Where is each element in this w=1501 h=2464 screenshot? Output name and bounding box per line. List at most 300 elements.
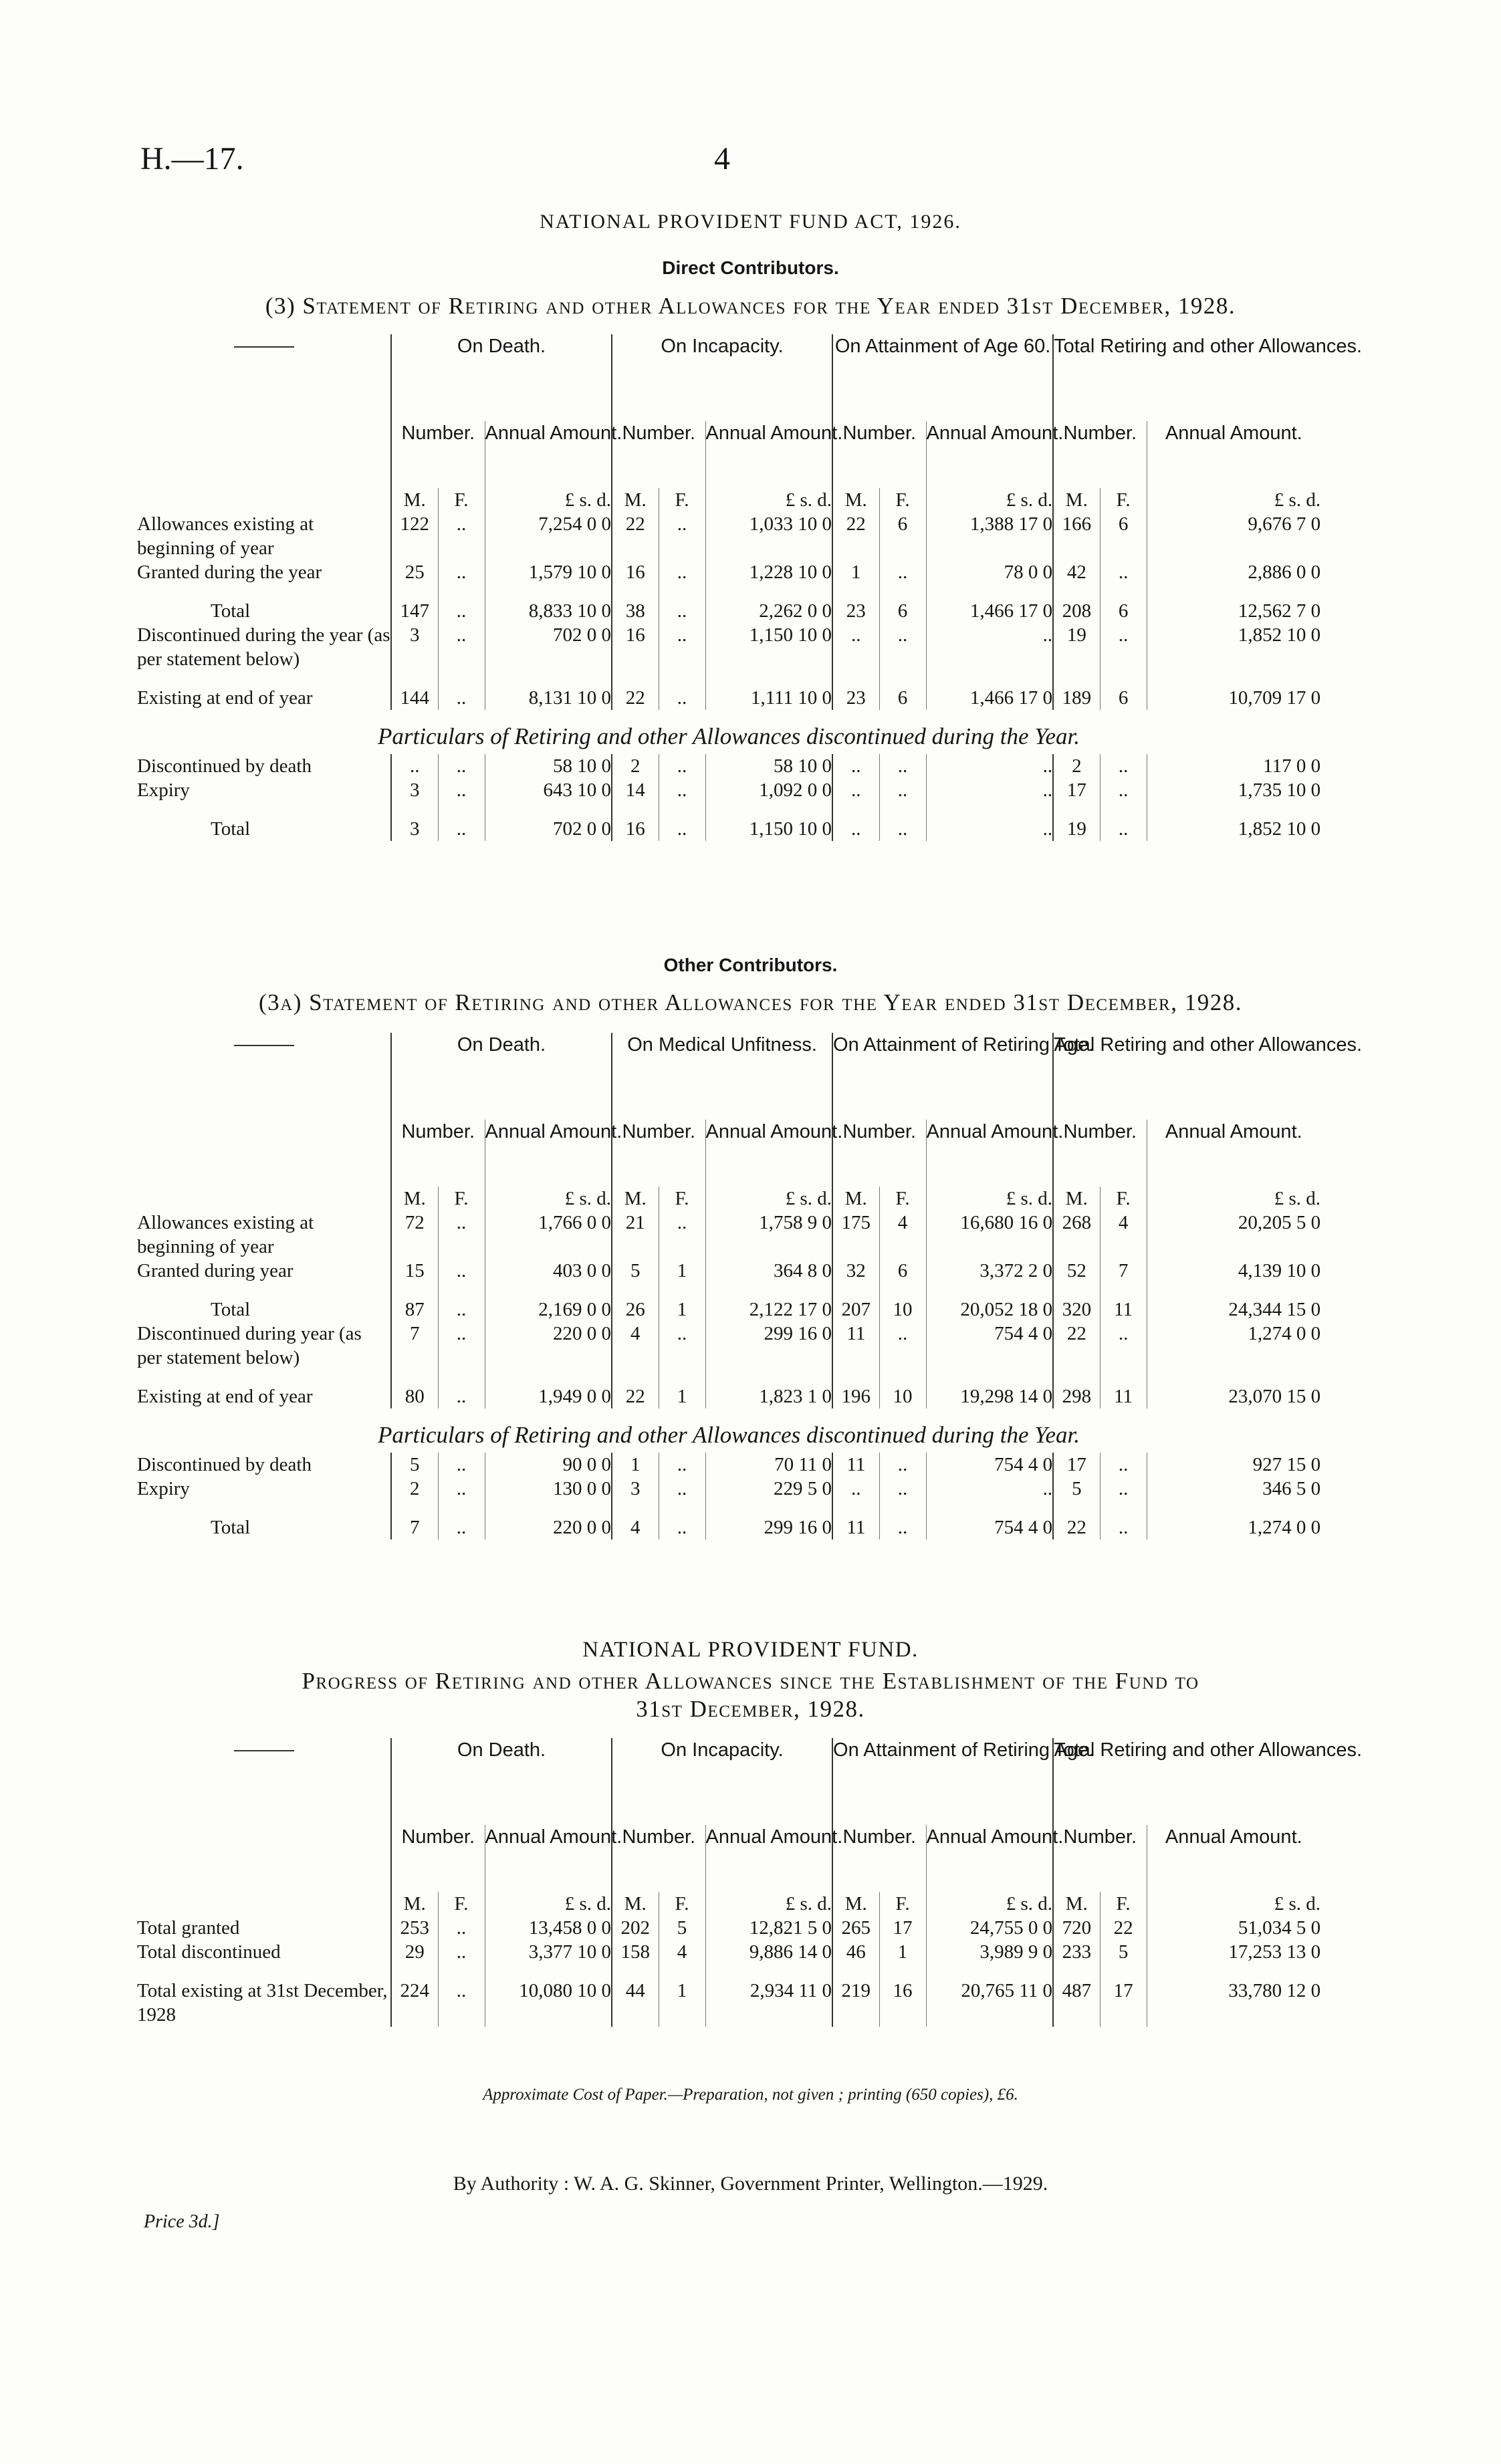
dash-rule — [234, 1045, 294, 1046]
document-reference: H.—17. — [140, 141, 244, 176]
table-cell: 2,934 11 0 — [705, 1979, 832, 2027]
table-cell: 1 — [659, 1298, 705, 1322]
spacer-cell — [705, 1964, 832, 1979]
spacer-cell — [612, 584, 659, 599]
table-cell: 7 — [391, 1515, 438, 1539]
lsd-header: £ s. d. — [705, 488, 832, 512]
number-header: Number. — [612, 421, 705, 488]
table-row — [137, 686, 1320, 710]
table-cell: 320 — [1053, 1298, 1100, 1322]
spacer-cell — [879, 671, 926, 686]
table-cell: 22 — [832, 512, 879, 560]
table-cell: .. — [438, 1211, 485, 1259]
table-cell: 4 — [879, 1211, 926, 1259]
table-cell: 265 — [832, 1916, 879, 1940]
table-cell: 16 — [612, 623, 659, 671]
table-cell: 2,169 0 0 — [485, 1298, 612, 1322]
table-cell: 87 — [391, 1298, 438, 1322]
table-cell: 1,823 1 0 — [705, 1384, 832, 1408]
table-cell: 229 5 0 — [705, 1477, 832, 1501]
s1-sub-header-row — [137, 421, 1320, 488]
spacer-cell — [659, 1283, 705, 1298]
s1-corner2 — [137, 421, 391, 488]
number-header: Number. — [391, 1825, 485, 1892]
table-cell: 1,758 9 0 — [705, 1211, 832, 1259]
spacer-cell — [485, 1964, 612, 1979]
table-cell: 17 — [1053, 778, 1100, 802]
row-label: Discontinued by death — [137, 755, 312, 777]
spacer-cell — [438, 1283, 485, 1298]
spacer-row — [137, 584, 1320, 599]
s1-mf-row — [137, 488, 1320, 512]
spacer-cell — [879, 1501, 926, 1515]
spacer-cell — [1053, 802, 1100, 817]
spacer-cell — [137, 1370, 391, 1384]
table-cell: 7 — [391, 1322, 438, 1370]
blank — [137, 488, 391, 512]
authority-line: By Authority : W. A. G. Skinner, Government Printer, Wellington.—1929. — [453, 2173, 1048, 2195]
table-cell: 13,458 0 0 — [485, 1916, 612, 1940]
table-cell: 5 — [659, 1916, 705, 1940]
table-cell: .. — [879, 1515, 926, 1539]
table-cell: 5 — [1053, 1477, 1100, 1501]
table-cell: .. — [659, 599, 705, 623]
spacer-row — [137, 671, 1320, 686]
lsd-header: £ s. d. — [485, 488, 612, 512]
table-cell: 220 0 0 — [485, 1515, 612, 1539]
table-cell: .. — [438, 1916, 485, 1940]
table-cell: 16 — [879, 1979, 926, 2027]
table-cell: 720 — [1053, 1916, 1100, 1940]
table-cell: 58 10 0 — [485, 754, 612, 778]
spacer-cell — [705, 584, 832, 599]
row-label: Total granted — [137, 1917, 240, 1939]
table-row — [137, 1259, 1320, 1283]
s1-group-on_incapacity: On Incapacity. — [612, 334, 832, 421]
table-cell: 3,372 2 0 — [926, 1259, 1053, 1283]
spacer-cell — [879, 802, 926, 817]
spacer-cell — [1100, 802, 1147, 817]
row-label: Total — [211, 818, 251, 840]
spacer-cell — [832, 1964, 879, 1979]
table-row — [137, 1322, 1320, 1370]
table-cell: 1 — [659, 1384, 705, 1408]
table-cell: .. — [879, 778, 926, 802]
table-cell: 487 — [1053, 1979, 1100, 2027]
spacer-cell — [659, 1964, 705, 1979]
table-cell: 5 — [612, 1259, 659, 1283]
table-cell: .. — [438, 1940, 485, 1964]
number-header: Number. — [832, 421, 926, 488]
spacer-cell — [1053, 671, 1100, 686]
table-cell: .. — [1100, 1453, 1147, 1477]
table-row — [137, 1298, 1320, 1322]
spacer-row — [137, 1283, 1320, 1298]
dash-rule — [234, 1750, 294, 1751]
table-cell: 11 — [832, 1322, 879, 1370]
spacer-cell — [659, 1370, 705, 1384]
table-cell: 202 — [612, 1916, 659, 1940]
spacer-cell — [391, 1501, 438, 1515]
s3-sub-header-row — [137, 1825, 1320, 1892]
lsd-header: £ s. d. — [926, 1892, 1053, 1916]
table-cell: 12,821 5 0 — [705, 1916, 832, 1940]
table-cell: 927 15 0 — [1147, 1453, 1320, 1477]
table-cell: 1,274 0 0 — [1147, 1322, 1320, 1370]
table-cell: 1,274 0 0 — [1147, 1515, 1320, 1539]
spacer-cell — [832, 584, 879, 599]
s2-sub-header-row — [137, 1120, 1320, 1187]
spacer-cell — [612, 802, 659, 817]
table-cell: 4,139 10 0 — [1147, 1259, 1320, 1283]
spacer-cell — [705, 1501, 832, 1515]
table-cell: .. — [879, 754, 926, 778]
female-header: F. — [1100, 488, 1147, 512]
table-cell: 78 0 0 — [926, 560, 1053, 584]
table-cell: .. — [438, 754, 485, 778]
spacer-cell — [612, 671, 659, 686]
table-cell: 196 — [832, 1384, 879, 1408]
table-cell: .. — [438, 1477, 485, 1501]
table-cell: 19 — [1053, 817, 1100, 841]
row-label: Discontinued during year (as per statement below) — [137, 1323, 362, 1368]
table-row — [137, 1916, 1320, 1940]
table-cell: .. — [659, 1477, 705, 1501]
table-cell: 346 5 0 — [1147, 1477, 1320, 1501]
s2-group-on_medical: On Medical Unfitness. — [612, 1033, 832, 1120]
male-header: M. — [832, 1892, 879, 1916]
spacer-cell — [438, 584, 485, 599]
table-cell: 22 — [612, 1384, 659, 1408]
table-row — [137, 599, 1320, 623]
table-cell: .. — [438, 686, 485, 710]
table-cell: 268 — [1053, 1211, 1100, 1259]
table-cell: 11 — [1100, 1298, 1147, 1322]
annual-amount-header: Annual Amount. — [926, 1825, 1053, 1892]
s3-corner2 — [137, 1825, 391, 1892]
spacer-cell — [137, 1964, 391, 1979]
table-cell: 220 0 0 — [485, 1322, 612, 1370]
annual-amount-header: Annual Amount. — [1147, 1825, 1320, 1892]
table-cell: 22 — [612, 686, 659, 710]
table-cell: 52 — [1053, 1259, 1100, 1283]
spacer-cell — [137, 802, 391, 817]
table-cell: .. — [1100, 560, 1147, 584]
table-cell: .. — [659, 686, 705, 710]
spacer-cell — [612, 1370, 659, 1384]
table-cell: 117 0 0 — [1147, 754, 1320, 778]
s2-mf-row — [137, 1187, 1320, 1211]
lsd-header: £ s. d. — [926, 1187, 1053, 1211]
table-cell: 219 — [832, 1979, 879, 2027]
spacer-cell — [659, 1501, 705, 1515]
table-cell: 2 — [1053, 754, 1100, 778]
spacer-cell — [1147, 584, 1320, 599]
table-cell: 1,228 10 0 — [705, 560, 832, 584]
table-cell: .. — [659, 778, 705, 802]
table-cell: .. — [879, 1477, 926, 1501]
annual-amount-header: Annual Amount. — [705, 421, 832, 488]
table-cell: 38 — [612, 599, 659, 623]
table-cell: .. — [926, 754, 1053, 778]
particulars-title: Particulars of Retiring and other Allowances discontinued during the Year. — [378, 723, 1080, 749]
table-cell: .. — [438, 512, 485, 560]
spacer-cell — [1053, 1501, 1100, 1515]
table-cell: 2 — [391, 1477, 438, 1501]
s3-group-on_incapacity: On Incapacity. — [612, 1738, 832, 1825]
table-cell: 754 4 0 — [926, 1515, 1053, 1539]
spacer-cell — [391, 1964, 438, 1979]
spacer-cell — [137, 584, 391, 599]
table-cell: 26 — [612, 1298, 659, 1322]
table-cell: 15 — [391, 1259, 438, 1283]
table-cell: 1,150 10 0 — [705, 817, 832, 841]
table-cell: 6 — [1100, 599, 1147, 623]
table-cell: 22 — [1100, 1916, 1147, 1940]
page-number: 4 — [714, 141, 730, 176]
female-header: F. — [879, 1892, 926, 1916]
table-cell: 6 — [1100, 512, 1147, 560]
s3-corner — [137, 1738, 391, 1825]
table-row — [137, 778, 1320, 802]
male-header: M. — [1053, 1187, 1100, 1211]
table-cell: .. — [438, 1298, 485, 1322]
spacer-cell — [1100, 1501, 1147, 1515]
table-cell: 233 — [1053, 1940, 1100, 1964]
s3-group-attain_retiring: On Attainment of Retiring Age. — [832, 1738, 1053, 1825]
table-cell: 175 — [832, 1211, 879, 1259]
lsd-header: £ s. d. — [485, 1187, 612, 1211]
table-cell: 24,344 15 0 — [1147, 1298, 1320, 1322]
table-cell: 17 — [1100, 1979, 1147, 2027]
spacer-cell — [612, 1283, 659, 1298]
table-cell: 6 — [1100, 686, 1147, 710]
male-header: M. — [391, 1187, 438, 1211]
table-cell: 6 — [879, 599, 926, 623]
table-cell: 1,092 0 0 — [705, 778, 832, 802]
table-cell: 90 0 0 — [485, 1453, 612, 1477]
table-cell: 6 — [879, 686, 926, 710]
spacer-cell — [485, 671, 612, 686]
s3-title2: Progress of Retiring and other Allowances since the Establishment of the Fund to — [302, 1668, 1199, 1694]
table-row — [137, 1979, 1320, 2027]
table-cell: 51,034 5 0 — [1147, 1916, 1320, 1940]
number-header: Number. — [391, 421, 485, 488]
number-header: Number. — [1053, 1825, 1147, 1892]
particulars-row — [137, 710, 1320, 754]
table-cell: 147 — [391, 599, 438, 623]
table-row — [137, 1211, 1320, 1259]
table-cell: 2 — [612, 754, 659, 778]
s2-title: (3a) Statement of Retiring and other Allowances for the Year ended 31st December, 1928. — [259, 989, 1242, 1015]
number-header: Number. — [391, 1120, 485, 1187]
s2-group-attain_retiring: On Attainment of Retiring Age. — [832, 1033, 1053, 1120]
blank — [137, 1892, 391, 1916]
table-cell: .. — [1100, 754, 1147, 778]
lsd-header: £ s. d. — [1147, 1187, 1320, 1211]
row-label: Existing at end of year — [137, 1386, 313, 1407]
table-row — [137, 754, 1320, 778]
table-cell: 12,562 7 0 — [1147, 599, 1320, 623]
female-header: F. — [438, 488, 485, 512]
s3-group-on_death: On Death. — [391, 1738, 612, 1825]
number-header: Number. — [832, 1825, 926, 1892]
spacer-cell — [705, 1370, 832, 1384]
table-cell: 10 — [879, 1384, 926, 1408]
s2-group-total: Total Retiring and other Allowances. — [1053, 1033, 1320, 1120]
table-cell: 6 — [879, 512, 926, 560]
table-cell: 5 — [391, 1453, 438, 1477]
table-cell: .. — [438, 623, 485, 671]
row-label: Granted during year — [137, 1260, 294, 1281]
table-cell: 224 — [391, 1979, 438, 2027]
s1-corner — [137, 334, 391, 421]
table-cell: 1,111 10 0 — [705, 686, 832, 710]
spacer-cell — [485, 802, 612, 817]
table-cell: 1 — [612, 1453, 659, 1477]
particulars-title: Particulars of Retiring and other Allowances discontinued during the Year. — [378, 1422, 1080, 1448]
s3-group-header-row — [137, 1738, 1320, 1825]
table-cell: .. — [879, 560, 926, 584]
male-header: M. — [612, 1187, 659, 1211]
annual-amount-header: Annual Amount. — [485, 1825, 612, 1892]
table-cell: .. — [1100, 778, 1147, 802]
table-cell: 80 — [391, 1384, 438, 1408]
spacer-cell — [1147, 671, 1320, 686]
row-label: Existing at end of year — [137, 687, 313, 709]
table-cell: 32 — [832, 1259, 879, 1283]
table-cell: 643 10 0 — [485, 778, 612, 802]
female-header: F. — [659, 1187, 705, 1211]
s1-group-total: Total Retiring and other Allowances. — [1053, 334, 1320, 421]
table-cell: 1,766 0 0 — [485, 1211, 612, 1259]
spacer-cell — [1100, 584, 1147, 599]
annual-amount-header: Annual Amount. — [485, 1120, 612, 1187]
table-cell: 16,680 16 0 — [926, 1211, 1053, 1259]
female-header: F. — [659, 488, 705, 512]
table-cell: .. — [926, 817, 1053, 841]
spacer-cell — [485, 1501, 612, 1515]
table-cell: 130 0 0 — [485, 1477, 612, 1501]
s2-group-header-row — [137, 1033, 1320, 1120]
spacer-cell — [832, 1501, 879, 1515]
spacer-cell — [659, 802, 705, 817]
table-cell: 6 — [879, 1259, 926, 1283]
spacer-cell — [926, 1370, 1053, 1384]
table-cell: .. — [879, 623, 926, 671]
table-cell: 3,377 10 0 — [485, 1940, 612, 1964]
spacer-cell — [1053, 1964, 1100, 1979]
spacer-cell — [659, 584, 705, 599]
spacer-cell — [926, 1501, 1053, 1515]
male-header: M. — [832, 1187, 879, 1211]
table-cell: 7 — [1100, 1259, 1147, 1283]
spacer-cell — [485, 584, 612, 599]
table-cell: .. — [659, 754, 705, 778]
table-cell: .. — [659, 560, 705, 584]
spacer-cell — [1100, 1283, 1147, 1298]
table-cell: 208 — [1053, 599, 1100, 623]
spacer-cell — [705, 1283, 832, 1298]
row-label: Granted during the year — [137, 562, 322, 583]
s1-table — [137, 334, 1363, 841]
table-cell: 9,676 7 0 — [1147, 512, 1320, 560]
table-cell: 72 — [391, 1211, 438, 1259]
table-cell: .. — [659, 1515, 705, 1539]
table-cell: 4 — [612, 1322, 659, 1370]
table-cell: 44 — [612, 1979, 659, 2027]
table-cell: 2,886 0 0 — [1147, 560, 1320, 584]
spacer-cell — [391, 584, 438, 599]
row-label: Discontinued during the year (as per statement below) — [137, 624, 390, 670]
table-cell: 122 — [391, 512, 438, 560]
table-cell: 46 — [832, 1940, 879, 1964]
table-cell: 253 — [391, 1916, 438, 1940]
spacer-cell — [879, 1370, 926, 1384]
table-cell: 1 — [659, 1979, 705, 2027]
spacer-cell — [926, 584, 1053, 599]
table-row — [137, 560, 1320, 584]
spacer-cell — [612, 1964, 659, 1979]
table-cell: 5 — [1100, 1940, 1147, 1964]
spacer-cell — [832, 1283, 879, 1298]
table-cell: .. — [1100, 1515, 1147, 1539]
row-label: Discontinued by death — [137, 1454, 312, 1475]
table-cell: .. — [438, 1979, 485, 2027]
table-cell: 189 — [1053, 686, 1100, 710]
number-header: Number. — [612, 1120, 705, 1187]
s1-group-header-row — [137, 334, 1320, 421]
table-cell: .. — [659, 817, 705, 841]
spacer-cell — [438, 1964, 485, 1979]
table-cell: 11 — [1100, 1384, 1147, 1408]
s1-title: (3) Statement of Retiring and other Allowances for the Year ended 31st December, 1928. — [265, 293, 1236, 319]
table-cell: 16 — [612, 817, 659, 841]
s3-title3: 31st December, 1928. — [636, 1696, 865, 1722]
table-cell: .. — [438, 560, 485, 584]
table-cell: 1,735 10 0 — [1147, 778, 1320, 802]
spacer-row — [137, 1370, 1320, 1384]
table-cell: 10,709 17 0 — [1147, 686, 1320, 710]
spacer-cell — [1053, 584, 1100, 599]
spacer-cell — [926, 1964, 1053, 1979]
table-cell: .. — [879, 1322, 926, 1370]
annual-amount-header: Annual Amount. — [926, 1120, 1053, 1187]
table-cell: .. — [832, 754, 879, 778]
female-header: F. — [879, 488, 926, 512]
s2-corner2 — [137, 1120, 391, 1187]
table-cell: .. — [832, 778, 879, 802]
annual-amount-header: Annual Amount. — [1147, 421, 1320, 488]
table-cell: 8,131 10 0 — [485, 686, 612, 710]
table-cell: 70 11 0 — [705, 1453, 832, 1477]
spacer-cell — [832, 802, 879, 817]
table-cell: 1,949 0 0 — [485, 1384, 612, 1408]
table-cell: 14 — [612, 778, 659, 802]
table-cell: 1,388 17 0 — [926, 512, 1053, 560]
table-cell: 10,080 10 0 — [485, 1979, 612, 2027]
table-cell: 702 0 0 — [485, 623, 612, 671]
table-cell: 1 — [659, 1259, 705, 1283]
row-label: Allowances existing at beginning of year — [137, 1212, 314, 1257]
s1-group-attain_60: On Attainment of Age 60. — [832, 334, 1053, 421]
spacer-cell — [137, 671, 391, 686]
annual-amount-header: Annual Amount. — [1147, 1120, 1320, 1187]
spacer-cell — [438, 1501, 485, 1515]
table-cell: 21 — [612, 1211, 659, 1259]
table-cell: .. — [438, 1322, 485, 1370]
spacer-cell — [391, 1283, 438, 1298]
